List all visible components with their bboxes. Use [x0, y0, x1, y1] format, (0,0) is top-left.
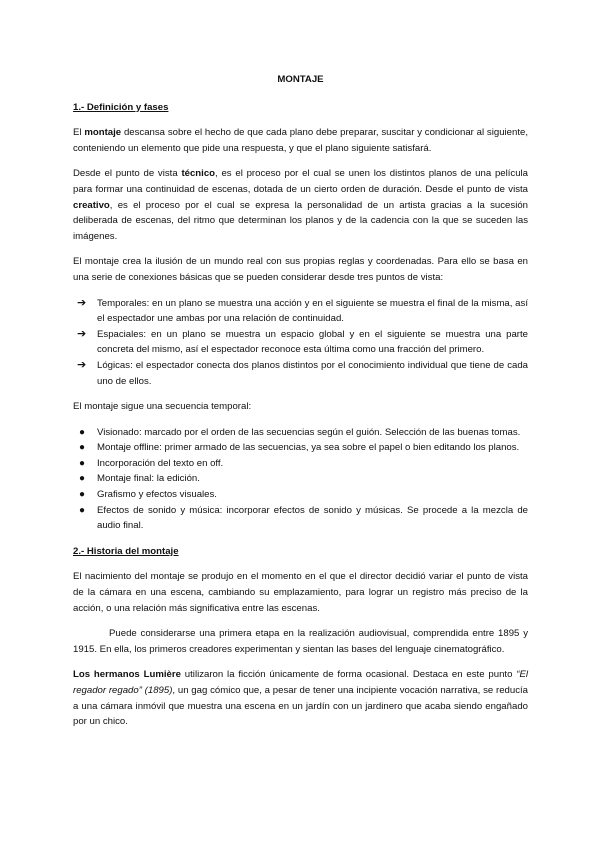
- arrow-icon: ➔: [77, 358, 87, 371]
- section-heading-definicion: 1.- Definición y fases: [73, 101, 169, 113]
- paragraph-first-stage: Puede considerarse una primera etapa en la realización audiovisual, comprendida entre 1895 y 1915. En ella, los primeros creadores experimentan y sientan las bases del lenguaje cinematográfico.: [73, 628, 528, 655]
- arrow-list: [73, 296, 528, 390]
- list-item-text: Visionado: marcado por el orden de las secuencias según el guión. Selección de las buenas tomas.: [97, 426, 521, 438]
- bullet-icon: ●: [79, 442, 86, 454]
- page-title: MONTAJE: [277, 74, 324, 85]
- list-item: [73, 358, 528, 389]
- document-body: [73, 72, 528, 740]
- bullet-icon: ●: [79, 457, 86, 469]
- list-item: [73, 471, 528, 487]
- text-run: El: [73, 127, 85, 139]
- bullet-icon: ●: [79, 489, 86, 501]
- paragraph-lumiere: [73, 667, 528, 729]
- bullet-icon: ●: [79, 504, 86, 516]
- list-item-text: Grafismo y efectos visuales.: [97, 489, 217, 501]
- list-item: [73, 296, 528, 327]
- list-item: [73, 456, 528, 472]
- text-run: , un gag cómico que, a pesar de tener una incipiente vocación narrativa, se reducía a una cámara inmóvil que muestra una escena en un jardín con un jardinero que acaba siendo engañado por un chico.: [73, 685, 529, 728]
- bold-term-tecnico: técnico: [181, 168, 216, 180]
- list-item-text: Lógicas: el espectador conecta dos planos distintos por el conocimiento individual que tiene de cada uno de ellos.: [97, 359, 528, 387]
- list-item: [73, 425, 528, 441]
- list-item: [73, 487, 528, 503]
- paragraph-definition: [73, 125, 528, 156]
- bold-term-lumiere: Los hermanos Lumière: [73, 669, 181, 681]
- list-item-text: Espaciales: en un plano se muestra un espacio global y en el siguiente se muestra una parte concreta del mismo, así el espectador reconoce esta última como una fracción del primero.: [97, 328, 528, 356]
- text-run: utilizaron la ficción únicamente de forma ocasional. Destaca en este punto: [180, 669, 517, 681]
- bold-term-montaje: montaje: [84, 127, 122, 139]
- paragraph-birth-of-montage: El nacimiento del montaje se produjo en el momento en el que el director decidió variar el punto de vista de la cámara en una escena, cambiando su emplazamiento, para lograr un registro más preciso de la acción, o una relación más significativa entre las escenas.: [73, 571, 528, 614]
- bullet-icon: ●: [79, 473, 86, 485]
- text-run: , es el proceso por el cual se expresa la personalidad de un artista gracias a la sucesión deliberada de escenas, del ritmo que determinan los planos y de la cadencia con la que se suceden las imágenes.: [73, 199, 528, 242]
- list-item: [73, 503, 528, 534]
- paragraph-technical-creative: [73, 166, 528, 244]
- text-run: descansa sobre el hecho de que cada plano debe preparar, suscitar y condicionar al siguiente, conteniendo un elemento que pide una respuesta, y que el plano siguiente satisfará.: [73, 127, 528, 154]
- italic-film-title: “El regador regado” (1895): [73, 669, 529, 696]
- list-item-text: Montaje offline: primer armado de las secuencias, ya sea sobre el papel o bien editando los planos.: [97, 442, 520, 454]
- list-item: [73, 327, 528, 358]
- bold-term-creativo: creativo: [73, 199, 110, 211]
- bullet-list: [73, 425, 528, 534]
- arrow-icon: ➔: [77, 327, 87, 340]
- bullet-icon: ●: [79, 426, 86, 438]
- arrow-icon: ➔: [77, 296, 87, 309]
- paragraph-illusion: El montaje crea la ilusión de un mundo real con sus propias reglas y coordenadas. Para ello se basa en una serie de conexiones básicas que se pueden considerar desde tres puntos de vista:: [73, 256, 528, 283]
- section-heading-historia: 2.- Historia del montaje: [73, 545, 179, 557]
- list-item-text: Montaje final: la edición.: [97, 473, 200, 485]
- paragraph-sequence-intro: El montaje sigue una secuencia temporal:: [73, 401, 252, 413]
- list-item-text: Efectos de sonido y música: incorporar efectos de sonido y músicas. Se procede a la mezcla de audio final.: [97, 504, 528, 532]
- list-item-text: Incorporación del texto en off.: [97, 457, 224, 469]
- text-run: Desde el punto de vista: [73, 168, 182, 180]
- list-item-text: Temporales: en un plano se muestra una acción y en el siguiente se muestra el final de la misma, así el espectador une ambas por una relación de continuidad.: [97, 297, 528, 325]
- list-item: [73, 440, 528, 456]
- text-run: , es el proceso por el cual se unen los distintos planos de una película para formar una continuidad de escenas, dotada de un cierto orden de duración. Desde el punto de vista: [73, 168, 529, 195]
